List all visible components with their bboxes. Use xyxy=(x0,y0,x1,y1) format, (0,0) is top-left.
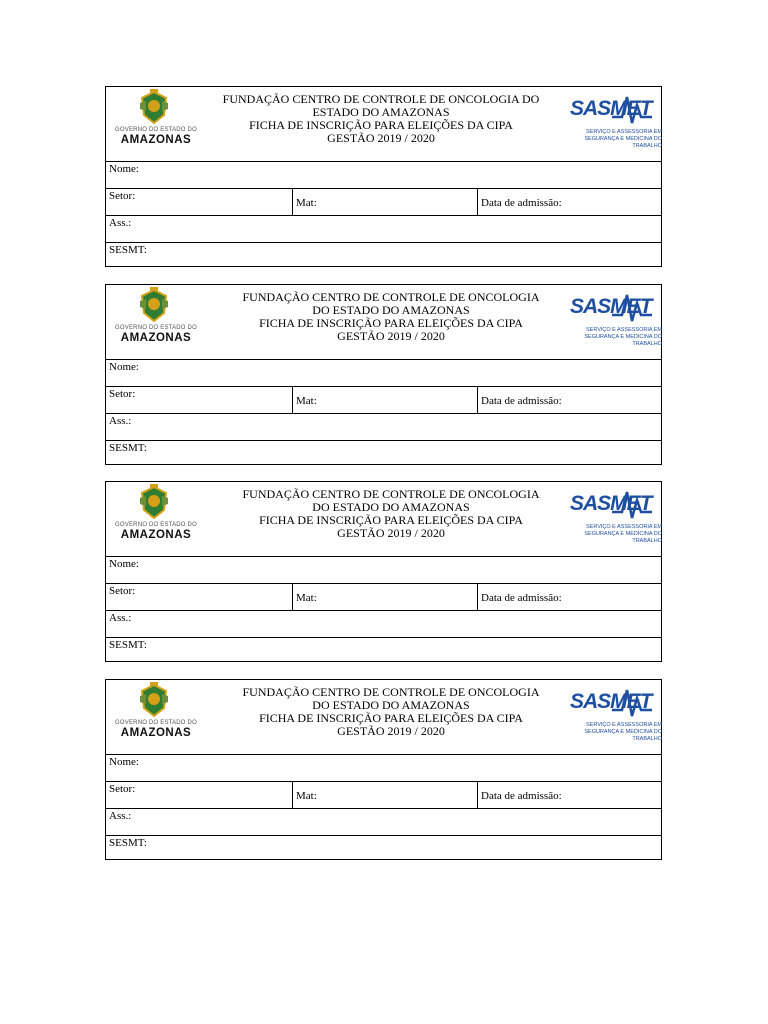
nome-label: Nome: xyxy=(109,163,139,175)
sasmet-wordmark: SASMET xyxy=(570,97,652,120)
sasmet-tagline xyxy=(566,524,662,545)
form-title xyxy=(236,488,546,540)
sasmet-logo xyxy=(564,684,662,748)
row-nome xyxy=(106,754,661,781)
government-caption: GOVERNO DO ESTADO DO xyxy=(115,325,197,331)
sesmt-label: SESMT: xyxy=(109,244,147,256)
mat-label: Mat: xyxy=(296,197,317,209)
coat-of-arms-icon xyxy=(138,484,170,520)
tagline-line: SERVIÇO E ASSESSORIA EM xyxy=(585,722,662,728)
sasmet-wordmark: SASMET xyxy=(570,690,652,713)
title-line: FUNDAÇÃO CENTRO DE CONTROLE DE ONCOLOGIA xyxy=(242,290,540,304)
amazonas-government-logo xyxy=(108,484,198,544)
heartbeat-icon xyxy=(612,289,652,325)
sesmt-label: SESMT: xyxy=(109,639,147,651)
form-title xyxy=(236,686,546,738)
nome-label: Nome: xyxy=(109,361,139,373)
row-sesmt xyxy=(106,440,661,465)
government-state-name: AMAZONAS xyxy=(120,332,192,344)
title-line: FUNDAÇÃO CENTRO DE CONTROLE DE ONCOLOGIA xyxy=(242,685,540,699)
mat-label: Mat: xyxy=(296,395,317,407)
field-data-admissao[interactable] xyxy=(477,584,663,610)
row-nome xyxy=(106,359,661,386)
heartbeat-icon xyxy=(612,684,652,720)
heartbeat-icon xyxy=(612,91,652,127)
title-line: FICHA DE INSCRIÇÃO PARA ELEIÇÕES DA CIPA xyxy=(259,513,523,527)
mat-label: Mat: xyxy=(296,790,317,802)
title-line: DO ESTADO DO AMAZONAS xyxy=(312,303,470,317)
field-nome[interactable] xyxy=(106,162,661,188)
sasmet-wordmark: SASMET xyxy=(570,492,652,515)
inscription-form xyxy=(105,481,662,662)
field-data-admissao[interactable] xyxy=(477,189,663,215)
tagline-line: SEGURANÇA E MEDICINA DO TRABALHO xyxy=(584,729,662,742)
tagline-line: SERVIÇO E ASSESSORIA EM xyxy=(585,129,662,135)
row-nome xyxy=(106,161,661,188)
inscription-form xyxy=(105,679,662,860)
setor-label: Setor: xyxy=(109,585,136,597)
row-ass xyxy=(106,808,661,835)
coat-of-arms-icon xyxy=(138,287,170,323)
form-title xyxy=(206,93,556,145)
title-line: GESTÃO 2019 / 2020 xyxy=(327,131,435,145)
setor-label: Setor: xyxy=(109,190,136,202)
row-setor xyxy=(106,583,661,610)
field-nome[interactable] xyxy=(106,755,661,781)
field-mat[interactable] xyxy=(292,189,477,215)
row-setor xyxy=(106,781,661,808)
sasmet-logo xyxy=(564,289,662,353)
admissao-label: Data de admissão: xyxy=(481,592,562,604)
field-sesmt[interactable] xyxy=(106,836,661,860)
field-setor[interactable] xyxy=(106,387,292,413)
row-ass xyxy=(106,413,661,440)
title-line: DO ESTADO DO AMAZONAS xyxy=(312,698,470,712)
sasmet-logo xyxy=(564,91,662,155)
field-setor[interactable] xyxy=(106,584,292,610)
sesmt-label: SESMT: xyxy=(109,837,147,849)
admissao-label: Data de admissão: xyxy=(481,790,562,802)
ass-label: Ass.: xyxy=(109,612,132,624)
row-sesmt xyxy=(106,835,661,860)
coat-of-arms-icon xyxy=(138,682,170,718)
sasmet-tagline xyxy=(566,327,662,348)
row-ass xyxy=(106,215,661,242)
amazonas-government-logo xyxy=(108,287,198,347)
field-sesmt[interactable] xyxy=(106,243,661,267)
amazonas-government-logo xyxy=(108,682,198,742)
setor-label: Setor: xyxy=(109,388,136,400)
field-setor[interactable] xyxy=(106,189,292,215)
title-line: ESTADO DO AMAZONAS xyxy=(312,105,450,119)
ass-label: Ass.: xyxy=(109,415,132,427)
row-ass xyxy=(106,610,661,637)
title-line: GESTÃO 2019 / 2020 xyxy=(337,526,445,540)
field-setor[interactable] xyxy=(106,782,292,808)
government-caption: GOVERNO DO ESTADO DO xyxy=(115,522,197,528)
admissao-label: Data de admissão: xyxy=(481,197,562,209)
tagline-line: SEGURANÇA E MEDICINA DO TRABALHO xyxy=(584,531,662,544)
sasmet-wordmark: SASMET xyxy=(570,295,652,318)
government-state-name: AMAZONAS xyxy=(120,529,192,541)
title-line: FICHA DE INSCRIÇÃO PARA ELEIÇÕES DA CIPA xyxy=(259,711,523,725)
heartbeat-icon xyxy=(612,486,652,522)
sesmt-label: SESMT: xyxy=(109,442,147,454)
title-line: FICHA DE INSCRIÇÃO PARA ELEIÇÕES DA CIPA xyxy=(259,316,523,330)
mat-label: Mat: xyxy=(296,592,317,604)
setor-label: Setor: xyxy=(109,783,136,795)
field-data-admissao[interactable] xyxy=(477,782,663,808)
tagline-line: SERVIÇO E ASSESSORIA EM xyxy=(585,327,662,333)
ass-label: Ass.: xyxy=(109,217,132,229)
field-mat[interactable] xyxy=(292,387,477,413)
sasmet-logo xyxy=(564,486,662,550)
row-setor xyxy=(106,386,661,413)
tagline-line: SEGURANÇA E MEDICINA DO TRABALHO xyxy=(584,136,662,149)
government-caption: GOVERNO DO ESTADO DO xyxy=(115,720,197,726)
admissao-label: Data de admissão: xyxy=(481,395,562,407)
amazonas-government-logo xyxy=(108,89,198,149)
field-mat[interactable] xyxy=(292,584,477,610)
nome-label: Nome: xyxy=(109,756,139,768)
sasmet-tagline xyxy=(566,129,662,150)
field-ass[interactable] xyxy=(106,216,661,242)
title-line: GESTÃO 2019 / 2020 xyxy=(337,724,445,738)
field-nome[interactable] xyxy=(106,557,661,583)
title-line: FUNDAÇÃO CENTRO DE CONTROLE DE ONCOLOGIA xyxy=(242,487,540,501)
field-sesmt[interactable] xyxy=(106,638,661,662)
row-sesmt xyxy=(106,242,661,267)
tagline-line: SEGURANÇA E MEDICINA DO TRABALHO xyxy=(584,334,662,347)
form-header xyxy=(106,87,661,161)
government-state-name: AMAZONAS xyxy=(120,727,192,739)
inscription-form xyxy=(105,284,662,465)
form-header xyxy=(106,482,661,556)
government-caption: GOVERNO DO ESTADO DO xyxy=(115,127,197,133)
field-sesmt[interactable] xyxy=(106,441,661,465)
form-title xyxy=(236,291,546,343)
coat-of-arms-icon xyxy=(138,89,170,125)
government-state-name: AMAZONAS xyxy=(120,134,192,146)
row-setor xyxy=(106,188,661,215)
row-nome xyxy=(106,556,661,583)
title-line: GESTÃO 2019 / 2020 xyxy=(337,329,445,343)
tagline-line: SERVIÇO E ASSESSORIA EM xyxy=(585,524,662,530)
title-line: FICHA DE INSCRIÇÃO PARA ELEIÇÕES DA CIPA xyxy=(249,118,513,132)
form-header xyxy=(106,680,661,754)
title-line: DO ESTADO DO AMAZONAS xyxy=(312,500,470,514)
field-ass[interactable] xyxy=(106,414,661,440)
field-ass[interactable] xyxy=(106,809,661,835)
nome-label: Nome: xyxy=(109,558,139,570)
title-line: FUNDAÇÃO CENTRO DE CONTROLE DE ONCOLOGIA DO xyxy=(222,92,540,106)
form-header xyxy=(106,285,661,359)
row-sesmt xyxy=(106,637,661,662)
sasmet-tagline xyxy=(566,722,662,743)
ass-label: Ass.: xyxy=(109,810,132,822)
field-data-admissao[interactable] xyxy=(477,387,663,413)
field-ass[interactable] xyxy=(106,611,661,637)
field-nome[interactable] xyxy=(106,360,661,386)
field-mat[interactable] xyxy=(292,782,477,808)
inscription-form xyxy=(105,86,662,267)
